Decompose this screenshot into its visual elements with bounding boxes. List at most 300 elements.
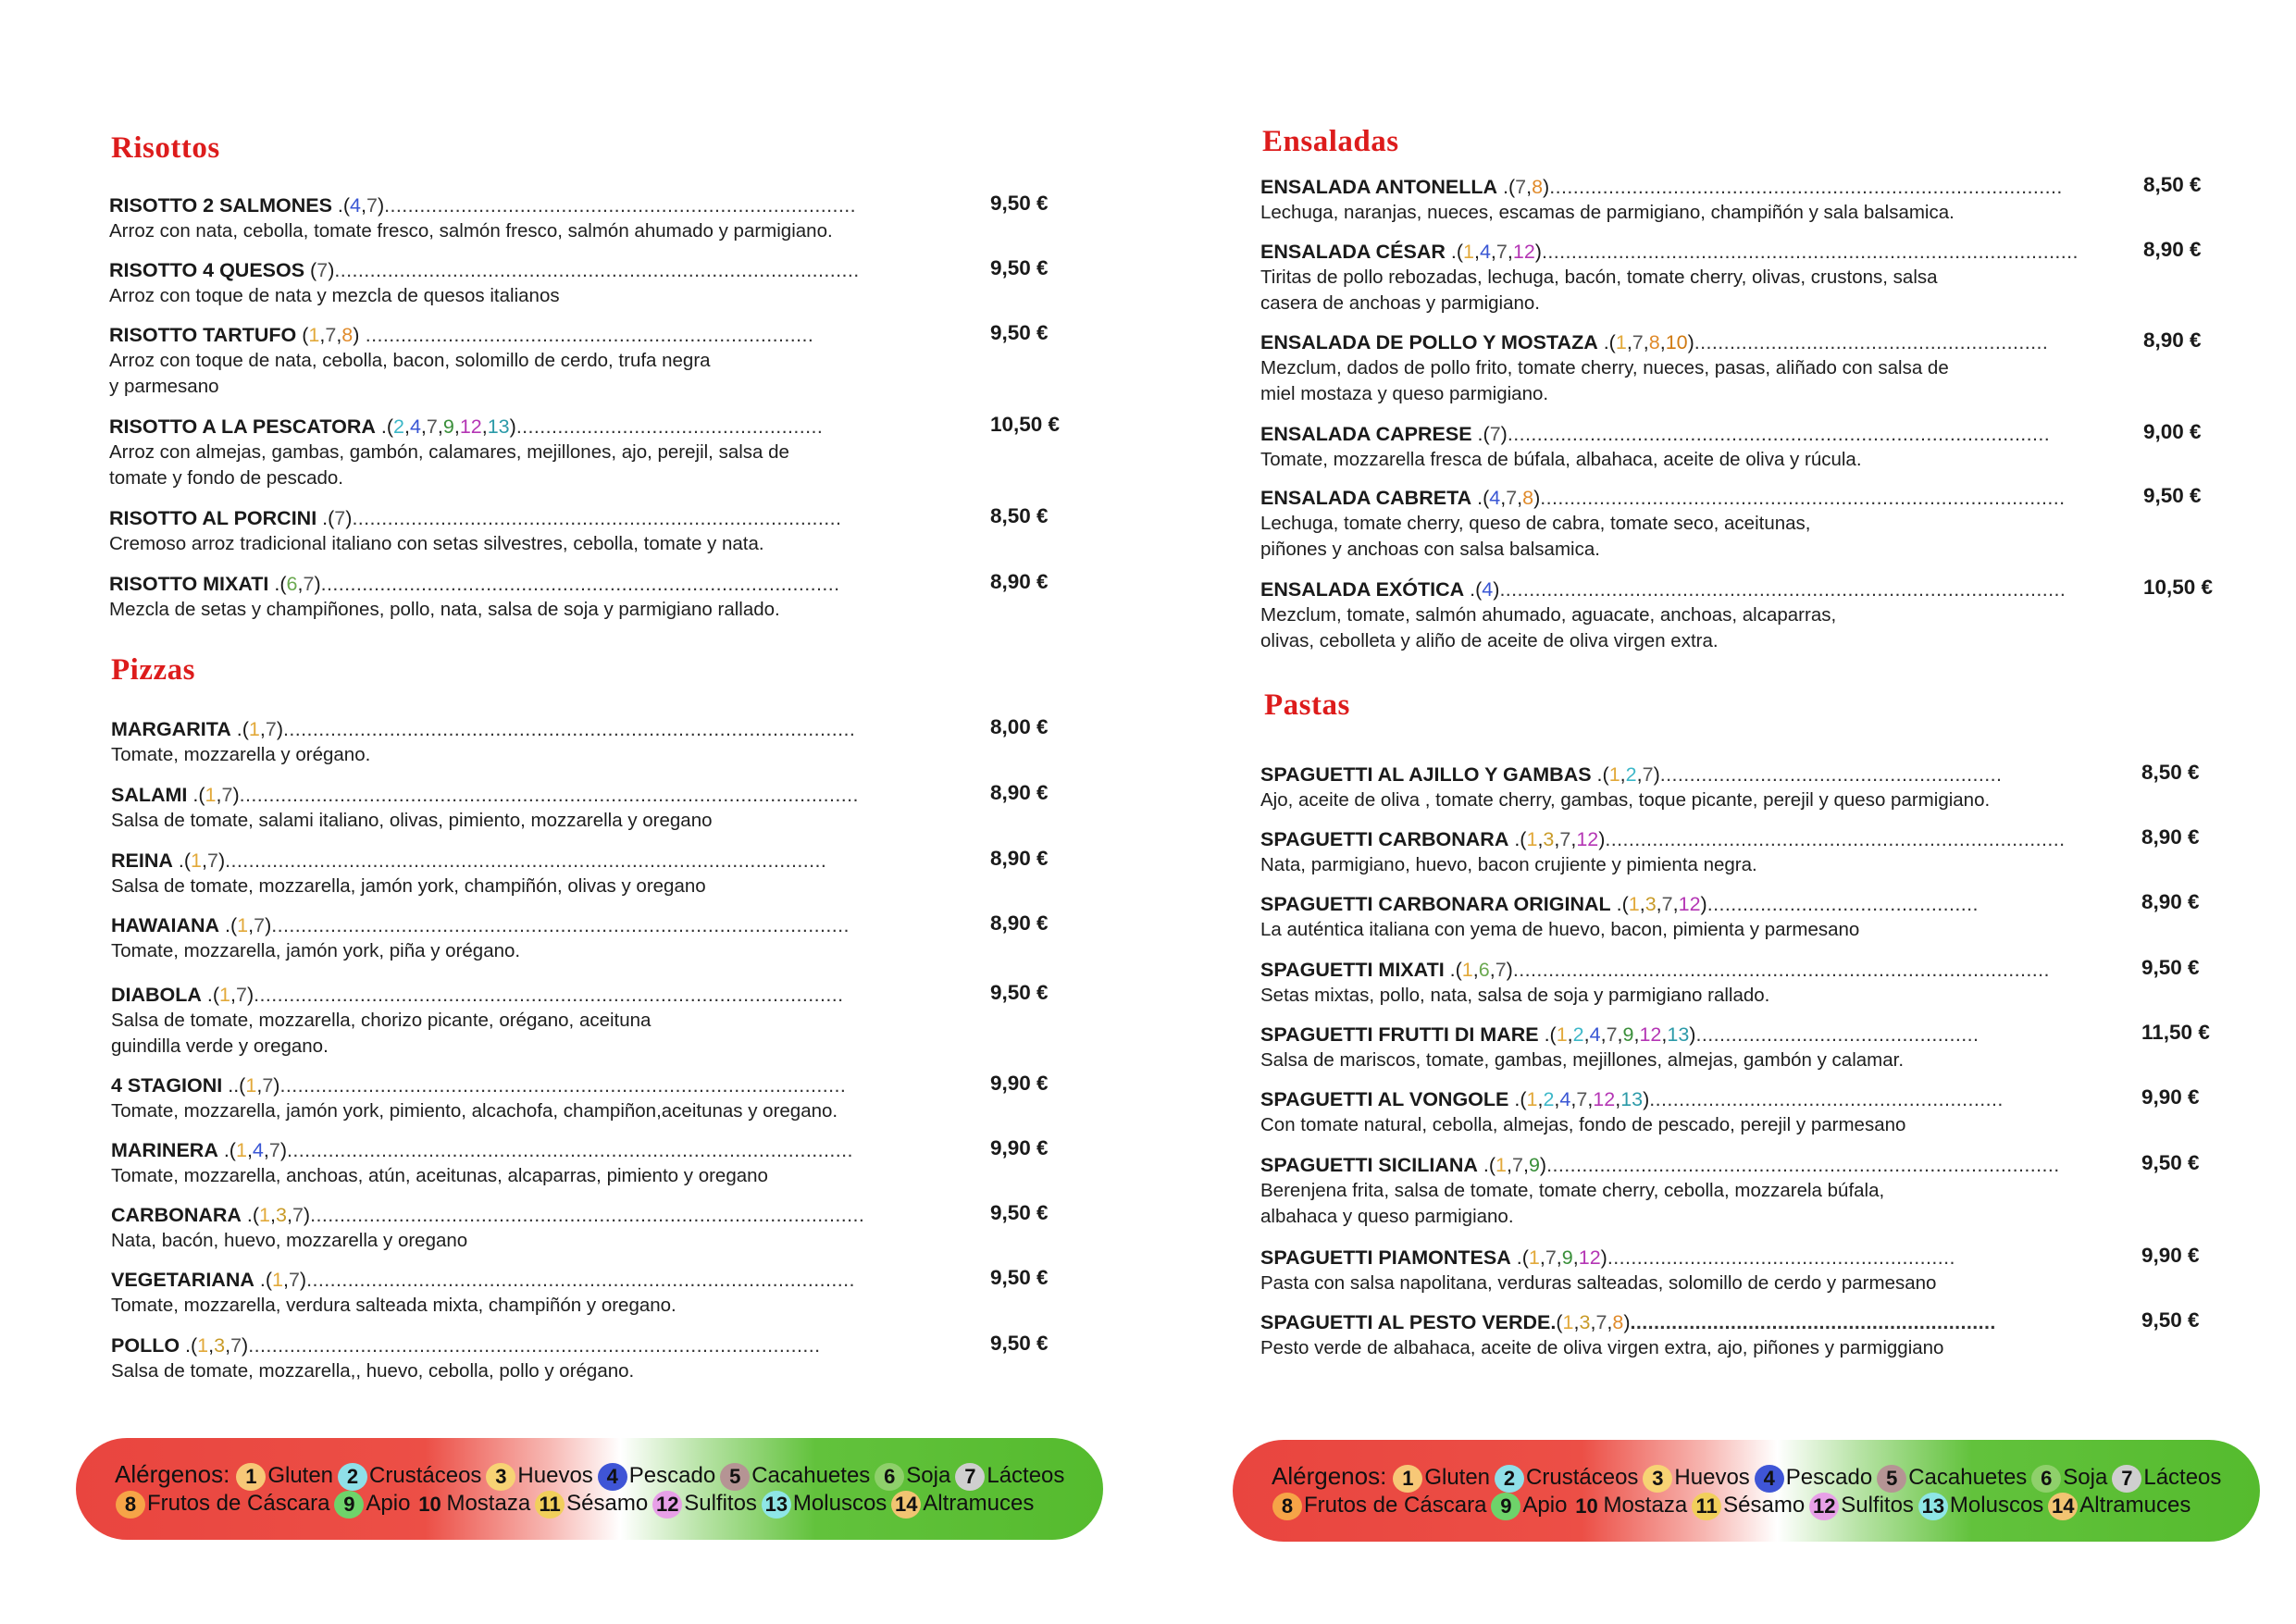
allergen-code: 1 [1556, 1023, 1568, 1046]
allergen-code: 7 [1642, 763, 1654, 786]
menu-item-description: Nata, bacón, huevo, mozzarella y oregano [111, 1230, 468, 1251]
allergen-code: 1 [191, 849, 202, 872]
allergen-code: 1 [259, 1204, 271, 1226]
allergen-close: ) [328, 259, 335, 281]
menu-item-price: 9,50 € [990, 1266, 1049, 1289]
allergen-codes: .(6,7) [268, 573, 321, 595]
menu-item-description: Mezcla de setas y champiñones, pollo, nata, salsa de soja y parmigiano rallado. [109, 599, 780, 620]
menu-item-description: Mezclum, tomate, salmón ahumado, aguacate, anchoas, alcaparras, [1260, 604, 1837, 626]
menu-item [1260, 174, 2241, 226]
allergen-name: Sésamo [566, 1491, 649, 1516]
menu-item-name: RISOTTO A LA PESCATORA [109, 415, 376, 438]
menu-item-price: 8,90 € [2141, 890, 2200, 913]
menu-item [1260, 1152, 2241, 1229]
menu-item-name: SPAGUETTI PIAMONTESA [1260, 1246, 1511, 1269]
menu-item [1260, 762, 2241, 813]
allergen-row-1 [115, 1458, 1066, 1492]
allergen-open: .( [1610, 893, 1629, 915]
leader-dots: ............................................................ [1694, 331, 2049, 353]
allergen-open: .( [1477, 1154, 1496, 1176]
leader-dots: ................................................................................................. [282, 718, 856, 740]
allergen-close: ) [377, 194, 385, 217]
menu-item-description: Salsa de tomate, mozzarella, chorizo picante, orégano, aceituna [111, 1010, 652, 1031]
allergen-code: 7 [1559, 828, 1571, 850]
allergen-close: ) [1600, 1246, 1607, 1269]
allergen-name: Huevos [1674, 1465, 1750, 1490]
allergen-badge: 11 [1692, 1493, 1721, 1520]
menu-item-name: MARGARITA [111, 718, 231, 740]
allergen-code: 4 [350, 194, 361, 217]
allergen-code: 9 [1528, 1154, 1540, 1176]
allergen-name: Crustáceos [1526, 1465, 1639, 1490]
allergen-code: 1 [1628, 893, 1640, 915]
menu-item-line [1260, 891, 2241, 917]
allergen-close: ) [1623, 1311, 1631, 1333]
allergen-close: ) [265, 914, 272, 936]
menu-item-line [109, 414, 1090, 440]
allergen-code: 10 [1665, 331, 1688, 353]
allergen-badge: 8 [116, 1491, 145, 1519]
allergen-code: 7 [303, 573, 315, 595]
allergen-badge: 1 [236, 1463, 266, 1491]
allergen-close: ) [1598, 828, 1606, 850]
menu-item [1260, 239, 2241, 316]
allergen-code: 3 [1543, 828, 1555, 850]
menu-item-description: La auténtica italiana con yema de huevo, bacon, pimienta y parmesano [1260, 919, 1860, 940]
allergen-code: 7 [1661, 893, 1673, 915]
allergen-codes [1464, 578, 1499, 601]
allergen-badge: 13 [762, 1491, 791, 1519]
allergen-codes: .(1,6,7) [1444, 959, 1513, 981]
allergen-open: .( [254, 1269, 272, 1291]
menu-item-price: 9,50 € [990, 192, 1049, 215]
allergen-name: Sésamo [1723, 1493, 1806, 1518]
allergen-code: 7 [334, 507, 346, 529]
allergen-name: Apio [366, 1491, 411, 1516]
leader-dots: .............................................................................................. [310, 1204, 865, 1226]
allergen-code: 7 [288, 1269, 300, 1291]
allergen-code: 6 [286, 573, 298, 595]
menu-item-line [1260, 1022, 2241, 1048]
menu-item [1260, 576, 2241, 653]
menu-item [111, 1333, 1092, 1384]
menu-item-name: RISOTTO TARTUFO [109, 324, 297, 346]
allergen-codes: .(1,3,7) [241, 1204, 311, 1226]
allergen-code: 3 [1579, 1311, 1591, 1333]
allergen-open: ..( [222, 1074, 246, 1097]
menu-item-price: 9,50 € [990, 981, 1049, 1004]
allergen-close: ) [1689, 1023, 1696, 1046]
allergen-name: Pescado [628, 1463, 716, 1488]
allergen-close: ) [314, 573, 321, 595]
allergen-close: ) [1534, 241, 1542, 263]
allergen-name: Frutos de Cáscara [1304, 1493, 1487, 1518]
allergen-open: .( [219, 914, 238, 936]
allergen-code: 4 [1489, 487, 1501, 509]
menu-item-name: ENSALADA DE POLLO Y MOSTAZA [1260, 331, 1598, 353]
menu-item-price: 9,90 € [990, 1136, 1049, 1159]
leader-dots: ........................................................................................... [1512, 959, 2050, 981]
allergen-close: ) [1643, 1088, 1650, 1110]
allergen-code: 4 [1589, 1023, 1601, 1046]
allergen-code: 1 [1526, 1088, 1538, 1110]
allergen-open: .( [331, 194, 351, 217]
menu-item-price: 8,90 € [2143, 329, 2202, 352]
allergen-codes: .(1,3,7,12) [1610, 893, 1707, 915]
menu-item [1260, 1309, 2241, 1361]
menu-item-description: Arroz con nata, cebolla, tomate fresco, salmón fresco, salmón ahumado y parmigiano. [109, 220, 833, 242]
allergen-badge: 6 [875, 1463, 904, 1491]
allergen-code: 7 [1495, 959, 1507, 981]
allergen-name: Soja [2063, 1465, 2108, 1490]
allergen-close: ) [1506, 959, 1513, 981]
menu-item [109, 257, 1090, 309]
menu-item-line [109, 192, 1090, 218]
menu-item-description: miel mostaza y queso parmigiano. [1260, 382, 1549, 404]
allergen-row-1b [1272, 1460, 2223, 1494]
leader-dots: ....................................................................................... [1546, 1154, 2060, 1176]
allergen-codes: .(1,3,7) [180, 1334, 249, 1357]
menu-item-name: HAWAIANA [111, 914, 220, 936]
allergen-code: 3 [1644, 893, 1657, 915]
allergen-close: ) [509, 415, 516, 438]
allergen-open: .( [201, 984, 220, 1006]
menu-item-description: Pasta con salsa napolitana, verduras salteadas, solomillo de cerdo y parmesano [1260, 1272, 1937, 1294]
menu-item-description: Cremoso arroz tradicional italiano con setas silvestres, cebolla, tomate y nata. [109, 533, 764, 554]
menu-item-price: 9,50 € [990, 1201, 1049, 1224]
allergen-close: ) [1500, 423, 1508, 445]
allergen-close: ) [279, 1139, 288, 1161]
allergen-codes: .(1,7,9) [1477, 1154, 1547, 1176]
menu-item [109, 414, 1090, 490]
allergen-code: 2 [1572, 1023, 1584, 1046]
menu-item-price: 9,90 € [2141, 1085, 2200, 1109]
menu-item-line [1260, 1086, 2241, 1112]
allergen-close: ) [1533, 487, 1541, 509]
menu-item-line [1260, 826, 2241, 852]
menu-item-name: SPAGUETTI FRUTTI DI MARE [1260, 1023, 1539, 1046]
allergen-open: .( [1445, 241, 1463, 263]
menu-item-description: Ajo, aceite de oliva , tomate cherry, gambas, toque picante, perejil y queso parmigiano. [1260, 789, 1991, 811]
menu-item-name: ENSALADA ANTONELLA [1260, 176, 1498, 198]
leader-dots: ....................................................................................... [1549, 176, 2063, 198]
menu-item-description: Tomate, mozzarella, verdura salteada mixta, champiñón y oregano. [111, 1295, 676, 1316]
menu-item-name: RISOTTO AL PORCINI [109, 507, 317, 529]
allergen-close: ) [1653, 763, 1660, 786]
menu-item-description: Tiritas de pollo rebozadas, lechuga, bacón, tomate cherry, olivas, crustons, salsa [1260, 267, 1938, 288]
allergen-codes: (1,7,8) [296, 324, 360, 346]
allergen-name: Apio [1522, 1493, 1568, 1518]
allergen-row-2b [1270, 1490, 2192, 1521]
allergen-codes: .(1,7) [187, 784, 240, 806]
allergen-code: 7 [221, 784, 233, 806]
allergen-code: 7 [1496, 241, 1508, 263]
allergen-open: .( [1464, 578, 1483, 601]
menu-item-name: SPAGUETTI SICILIANA [1260, 1154, 1478, 1176]
menu-item [111, 1202, 1092, 1254]
menu-item [109, 505, 1090, 557]
allergen-codes [1472, 423, 1508, 445]
menu-item-line [1260, 329, 2241, 355]
leader-dots: ................................................................................................ [279, 1074, 847, 1097]
menu-item-description: albahaca y queso parmigiano. [1260, 1205, 1514, 1227]
allergen-code: 7 [426, 415, 438, 438]
allergen-code: 7 [1511, 1154, 1523, 1176]
allergen-code: 12 [1578, 1246, 1601, 1269]
leader-dots: ......................................................................................... [334, 259, 860, 281]
allergen-badge: 7 [955, 1463, 985, 1491]
allergen-codes: .(1,7) [201, 984, 254, 1006]
allergen-code: 1 [197, 1334, 209, 1357]
allergen-name: Altramuces [2079, 1493, 2191, 1518]
menu-item-price: 8,90 € [990, 570, 1049, 593]
menu-item-price: 8,90 € [2143, 238, 2202, 261]
allergen-name: Soja [906, 1463, 951, 1488]
menu-item-price: 9,50 € [990, 1332, 1049, 1355]
menu-item-price: 8,50 € [2143, 173, 2202, 196]
allergen-name: Mostaza [1603, 1493, 1688, 1518]
menu-item-description: Tomate, mozzarella, anchoas, atún, aceitunas, alcaparras, pimiento y oregano [111, 1165, 768, 1186]
allergen-badge: 14 [891, 1491, 921, 1519]
menu-item-description: Salsa de mariscos, tomate, gambas, mejillones, almejas, gambón y calamar. [1260, 1049, 1905, 1071]
allergen-code: 8 [341, 324, 354, 346]
menu-item-description: Lechuga, naranjas, nueces, escamas de parmigiano, champiñón y sala balsamica. [1260, 202, 1955, 223]
menu-item-line [111, 1072, 1092, 1098]
leader-dots: ................................................................................................. [248, 1334, 821, 1357]
allergen-code: 7 [254, 914, 266, 936]
menu-item-name: ENSALADA CÉSAR [1260, 241, 1446, 263]
allergen-badge: 8 [1272, 1493, 1302, 1520]
section-title-risottos: Risottos [111, 131, 220, 165]
allergen-badge: 9 [1491, 1493, 1520, 1520]
leader-dots: .......................................................... [1659, 763, 2003, 786]
allergen-close: ) [232, 784, 240, 806]
menu-item-line [111, 782, 1092, 808]
allergen-name: Huevos [517, 1463, 593, 1488]
menu-item-name: SPAGUETTI AL PESTO VERDE. [1260, 1311, 1557, 1333]
menu-item-price: 9,50 € [990, 256, 1049, 279]
menu-item [1260, 485, 2241, 562]
menu-item-name: SPAGUETTI AL AJILLO Y GAMBAS [1260, 763, 1592, 786]
allergen-badge: 9 [334, 1491, 364, 1519]
allergen-name: Frutos de Cáscara [147, 1491, 330, 1516]
allergen-codes: .(2,4,7,9,12,13) [375, 415, 516, 438]
menu-item-price: 9,00 € [2143, 420, 2202, 443]
allergen-close: ) [1493, 578, 1500, 601]
allergen-code: 13 [1667, 1023, 1690, 1046]
allergen-code: 7 [265, 718, 277, 740]
allergen-code: 1 [1496, 1154, 1507, 1176]
menu-item-line [1260, 485, 2241, 511]
allergen-close: ) [1543, 176, 1550, 198]
allergen-codes: .(1,7) [254, 1269, 307, 1291]
allergen-code: 1 [1608, 763, 1620, 786]
menu-item-name: RISOTTO 2 SALMONES [109, 194, 332, 217]
menu-item [1260, 826, 2241, 878]
allergen-close: ) [246, 984, 254, 1006]
section-title-ensaladas: Ensaladas [1262, 125, 1399, 158]
allergen-code: 12 [1678, 893, 1701, 915]
menu-item-description: Salsa de tomate, salami italiano, olivas, pimiento, mozzarella y oregano [111, 810, 713, 831]
allergen-code: 1 [1562, 1311, 1574, 1333]
allergen-open: .( [1508, 1088, 1527, 1110]
menu-item-name: 4 STAGIONI [111, 1074, 223, 1097]
allergen-badge: 3 [486, 1463, 515, 1491]
menu-item-description: Pesto verde de albahaca, aceite de oliva virgen extra, ajo, piñones y parmiggiano [1260, 1337, 1944, 1358]
allergen-open: .( [187, 784, 205, 806]
menu-item-description: Tomate, mozzarella, jamón york, pimiento, alcachofa, champiñon,aceitunas y oregano. [111, 1100, 838, 1122]
menu-item [111, 1137, 1092, 1189]
menu-item [109, 192, 1090, 244]
allergen-badge: 7 [2112, 1465, 2141, 1493]
allergen-codes: .(1,4,7) [217, 1139, 288, 1161]
menu-item [111, 782, 1092, 834]
leader-dots: ........................................................................................... [1541, 241, 2079, 263]
allergen-name: Mostaza [446, 1491, 531, 1516]
allergen-code: 7 [236, 984, 247, 1006]
allergen-open: ( [304, 259, 317, 281]
allergen-badge: 4 [598, 1463, 627, 1491]
menu-item-description: piñones y anchoas con salsa balsamica. [1260, 538, 1600, 560]
menu-item-line [111, 848, 1092, 874]
menu-item-line [1260, 762, 2241, 787]
allergen-code: 1 [1461, 959, 1473, 981]
allergen-code: 4 [1479, 241, 1491, 263]
allergen-codes: (1,3,7,8) [1556, 1311, 1631, 1333]
menu-item-price: 9,50 € [2143, 484, 2202, 507]
allergen-code: 4 [409, 415, 421, 438]
allergen-codes [304, 259, 334, 281]
allergen-badge: 5 [720, 1463, 750, 1491]
menu-item [109, 571, 1090, 623]
allergen-open: .( [1471, 487, 1490, 509]
menu-item-description: Salsa de tomate, mozzarella,, huevo, cebolla, pollo y orégano. [111, 1360, 635, 1382]
menu-item-price: 8,50 € [990, 504, 1049, 527]
allergen-code: 3 [214, 1334, 226, 1357]
leader-dots: .............................................. [1706, 893, 1979, 915]
allergen-close: ) [276, 718, 283, 740]
allergen-close: ) [299, 1269, 307, 1291]
allergen-code: 9 [1622, 1023, 1634, 1046]
allergen-badge: 10 [418, 1492, 441, 1516]
menu-item-description: Mezclum, dados de pollo frito, tomate cherry, nueces, pasas, aliñado con salsa de [1260, 357, 1949, 378]
menu-item [111, 716, 1092, 768]
allergen-code: 7 [1515, 176, 1527, 198]
allergen-code: 13 [1620, 1088, 1644, 1110]
allergen-code: 1 [235, 1139, 247, 1161]
allergen-open: ( [296, 324, 309, 346]
menu-item-name: RISOTTO 4 QUESOS [109, 259, 305, 281]
menu-item-price: 8,90 € [2141, 825, 2200, 849]
allergen-code: 9 [442, 415, 454, 438]
allergen-label-2: Alérgenos: [1272, 1462, 1387, 1490]
menu-item [1260, 1245, 2241, 1296]
menu-item-price: 10,50 € [990, 413, 1061, 436]
menu-item-name: VEGETARIANA [111, 1269, 254, 1291]
allergen-code: 7 [1595, 1311, 1607, 1333]
allergen-code: 7 [1489, 423, 1501, 445]
menu-item [1260, 1086, 2241, 1138]
menu-item-price: 9,50 € [2141, 956, 2200, 979]
allergen-name: Crustáceos [369, 1463, 482, 1488]
menu-item-name: SPAGUETTI CARBONARA [1260, 828, 1509, 850]
allergen-open: .( [217, 1139, 236, 1161]
menu-item-description: Lechuga, tomate cherry, queso de cabra, tomate seco, aceitunas, [1260, 513, 1811, 534]
allergen-name: Sulfitos [684, 1491, 757, 1516]
allergen-code: 7 [1576, 1088, 1588, 1110]
allergen-code: 1 [1615, 331, 1627, 353]
menu-item-price: 9,50 € [2141, 1308, 2200, 1332]
allergen-code: 7 [1506, 487, 1518, 509]
allergen-name: Pescado [1785, 1465, 1873, 1490]
allergen-open: ( [1556, 1311, 1563, 1333]
allergen-code: 8 [1648, 331, 1660, 353]
allergen-code: 4 [1482, 578, 1494, 601]
menu-item-description: Arroz con toque de nata, cebolla, bacon, solomillo de cerdo, trufa negra [109, 350, 711, 371]
allergen-code: 7 [230, 1334, 242, 1357]
menu-item [111, 1267, 1092, 1319]
menu-item-description: tomate y fondo de pescado. [109, 466, 344, 489]
menu-item-line [1260, 421, 2241, 447]
allergen-code: 1 [245, 1074, 257, 1097]
leader-dots: .............................................................................. [1605, 828, 2066, 850]
menu-item-line [111, 1267, 1092, 1293]
allergen-code: 1 [237, 914, 249, 936]
allergen-codes: .(1,2,4,7,12,13) [1508, 1088, 1650, 1110]
allergen-codes: .(7,8) [1497, 176, 1550, 198]
leader-dots: ......................................................................................................... [239, 784, 859, 806]
allergen-badge: 5 [1877, 1465, 1906, 1493]
allergen-name: Gluten [1424, 1465, 1491, 1490]
allergen-row-2 [113, 1488, 1036, 1519]
allergen-close: ) [353, 324, 360, 346]
allergen-close: ) [273, 1074, 280, 1097]
allergen-open: .( [1591, 763, 1609, 786]
leader-dots: ......................................................................................... [1540, 487, 2066, 509]
menu-item-description: y parmesano [109, 375, 219, 397]
menu-item-price: 10,50 € [2143, 576, 2214, 599]
allergen-codes: .(1,7,9,12) [1510, 1246, 1607, 1269]
menu-item-line [109, 505, 1090, 531]
allergen-name: Moluscos [1949, 1493, 2044, 1518]
allergen-code: 1 [1528, 1246, 1540, 1269]
allergen-code: 8 [1532, 176, 1544, 198]
leader-dots: ............................................................................................. [306, 1269, 855, 1291]
leader-dots: ................................................................................................ [287, 1139, 853, 1161]
menu-item-line [109, 257, 1090, 283]
menu-item-price: 9,50 € [990, 321, 1049, 344]
leader-dots: ................................................................................... [352, 507, 842, 529]
allergen-name: Moluscos [792, 1491, 887, 1516]
allergen-badge: 6 [2031, 1465, 2061, 1493]
menu-item-name: RISOTTO MIXATI [109, 573, 269, 595]
menu-item-line [111, 982, 1092, 1008]
allergen-badge: 14 [2048, 1493, 2078, 1520]
leader-dots: ............................................................................................ [1507, 423, 2051, 445]
allergen-code: 4 [252, 1139, 264, 1161]
section-title-pastas: Pastas [1264, 688, 1350, 722]
allergen-open: .( [316, 507, 335, 529]
allergen-code: 7 [316, 259, 329, 281]
menu-item [1260, 421, 2241, 473]
allergen-code: 2 [1625, 763, 1637, 786]
allergen-badge: 1 [1393, 1465, 1422, 1493]
allergen-code: 2 [393, 415, 404, 438]
allergen-code: 1 [1526, 828, 1538, 850]
allergen-code: 12 [1639, 1023, 1662, 1046]
allergen-legend [76, 1438, 1103, 1540]
menu-item-description: Nata, parmigiano, huevo, bacon crujiente y pimienta negra. [1260, 854, 1757, 875]
